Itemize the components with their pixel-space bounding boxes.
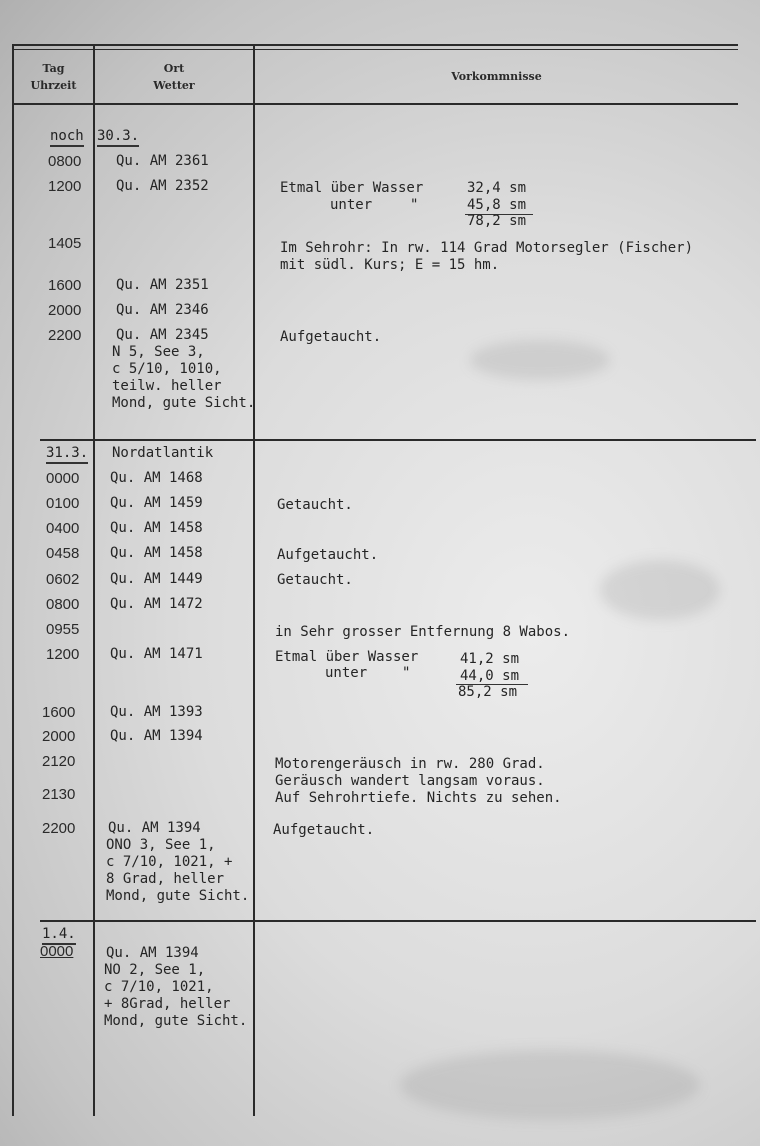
- ort-cell: Qu. AM 2352: [116, 178, 209, 194]
- ort-line: Qu. AM 1394: [108, 820, 201, 836]
- header-tag: Tag: [42, 62, 65, 75]
- ort-line: NO 2, See 1,: [104, 962, 206, 978]
- event-cell: Getaucht.: [277, 572, 353, 588]
- ort-cell: Qu. AM 2346: [116, 302, 209, 318]
- col-left-border: [12, 44, 14, 1116]
- event-line: Im Sehrohr: In rw. 114 Grad Motorsegler (Fischer): [280, 240, 694, 256]
- event-etmal: Etmal über Wasser: [280, 180, 424, 196]
- event-cell: Aufgetaucht.: [280, 329, 382, 345]
- etmal-above: 32,4 sm: [467, 180, 527, 196]
- ditto-mark: ": [410, 197, 419, 213]
- etmal-under: 44,0 sm: [460, 668, 520, 684]
- ort-line: Mond, gute Sicht.: [112, 395, 256, 411]
- time-cell: 0000: [40, 943, 74, 960]
- etmal-label-under: unter: [325, 665, 368, 681]
- ort-line: teilw. heller: [112, 378, 222, 394]
- header-ort: Ort: [163, 62, 185, 75]
- ort-cell: Qu. AM 1472: [110, 596, 203, 612]
- etmal-above: 41,2 sm: [460, 651, 520, 667]
- etmal-total: 85,2 sm: [458, 684, 518, 700]
- time-cell: 0000: [46, 470, 80, 487]
- etmal-label-under: unter: [330, 197, 373, 213]
- time-cell: 2200: [42, 820, 76, 837]
- event-line: mit südl. Kurs; E = 15 hm.: [280, 257, 500, 273]
- time-cell: 1600: [42, 704, 76, 721]
- time-cell: 2200: [48, 327, 82, 344]
- ort-cell: Qu. AM 1394: [110, 728, 203, 744]
- ort-line: N 5, See 3,: [112, 344, 205, 360]
- section-rule-31-3: [40, 439, 756, 441]
- event-cell: Auf Sehrohrtiefe. Nichts zu sehen.: [275, 790, 562, 806]
- ort-cell: Qu. AM 1468: [110, 470, 203, 486]
- time-cell: 0602: [46, 571, 80, 588]
- header-wetter: Wetter: [153, 79, 195, 92]
- ort-cell: Qu. AM 1458: [110, 520, 203, 536]
- event-cell: Aufgetaucht.: [273, 822, 375, 838]
- ort-cell: Qu. AM 2361: [116, 153, 209, 169]
- time-cell: 1600: [48, 277, 82, 294]
- scan-smudge: [600, 560, 720, 620]
- section-rule-1-4: [40, 920, 756, 922]
- event-line: Geräusch wandert langsam voraus.: [275, 773, 545, 789]
- date-prefix: noch: [50, 128, 84, 147]
- time-cell: 0400: [46, 520, 80, 537]
- time-cell: 1200: [46, 646, 80, 663]
- ort-line: Qu. AM 2345: [116, 327, 209, 343]
- event-cell: in Sehr grosser Entfernung 8 Wabos.: [275, 624, 571, 640]
- time-cell: 0955: [46, 621, 80, 638]
- scan-smudge: [470, 340, 610, 380]
- ort-line: c 7/10, 1021,: [104, 979, 214, 995]
- etmal-total: 78,2 sm: [467, 213, 527, 229]
- location-label: Nordatlantik: [112, 445, 214, 461]
- header-vorkommnisse: Vorkommnisse: [451, 70, 542, 83]
- date-label: 31.3.: [46, 445, 88, 464]
- header-bottom-rule: [12, 103, 738, 105]
- time-cell: 0100: [46, 495, 80, 512]
- ditto-mark: ": [402, 665, 411, 681]
- table-top-rule: [12, 44, 738, 46]
- ort-cell: Qu. AM 1458: [110, 545, 203, 561]
- ort-line: c 5/10, 1010,: [112, 361, 222, 377]
- time-cell: 2120: [42, 753, 76, 770]
- table-top-rule-thin: [12, 49, 738, 50]
- event-cell: Getaucht.: [277, 497, 353, 513]
- ort-cell: Qu. AM 1471: [110, 646, 203, 662]
- date-label: 30.3.: [97, 128, 139, 147]
- time-cell: 1200: [48, 178, 82, 195]
- col-divider-time-ort: [93, 44, 95, 1116]
- scan-smudge: [400, 1050, 700, 1120]
- col-divider-ort-events: [253, 44, 255, 1116]
- time-cell: 0800: [46, 596, 80, 613]
- ort-cell: Qu. AM 2351: [116, 277, 209, 293]
- time-cell: 2000: [48, 302, 82, 319]
- ort-line: c 7/10, 1021, +: [106, 854, 233, 870]
- ort-cell: Qu. AM 1459: [110, 495, 203, 511]
- time-cell: 1405: [48, 235, 82, 252]
- event-line: Motorengeräusch in rw. 280 Grad.: [275, 756, 545, 772]
- header-uhrzeit: Uhrzeit: [30, 79, 77, 92]
- time-cell: 0458: [46, 545, 80, 562]
- date-label: 1.4.: [42, 926, 76, 945]
- event-etmal: Etmal über Wasser: [275, 649, 419, 665]
- ort-line: Mond, gute Sicht.: [106, 888, 250, 904]
- header-ort-wetter: [95, 60, 253, 94]
- ort-line: ONO 3, See 1,: [106, 837, 216, 853]
- ort-line: + 8Grad, heller: [104, 996, 231, 1012]
- ort-line: Mond, gute Sicht.: [104, 1013, 248, 1029]
- event-cell: Aufgetaucht.: [277, 547, 379, 563]
- ort-line: 8 Grad, heller: [106, 871, 225, 887]
- header-tag-uhrzeit: [14, 60, 93, 94]
- time-cell: 2000: [42, 728, 76, 745]
- ort-cell: Qu. AM 1393: [110, 704, 203, 720]
- ort-line: Qu. AM 1394: [106, 945, 199, 961]
- etmal-under: 45,8 sm: [467, 197, 527, 213]
- ort-cell: Qu. AM 1449: [110, 571, 203, 587]
- time-cell: 2130: [42, 786, 76, 803]
- time-cell: 0800: [48, 153, 82, 170]
